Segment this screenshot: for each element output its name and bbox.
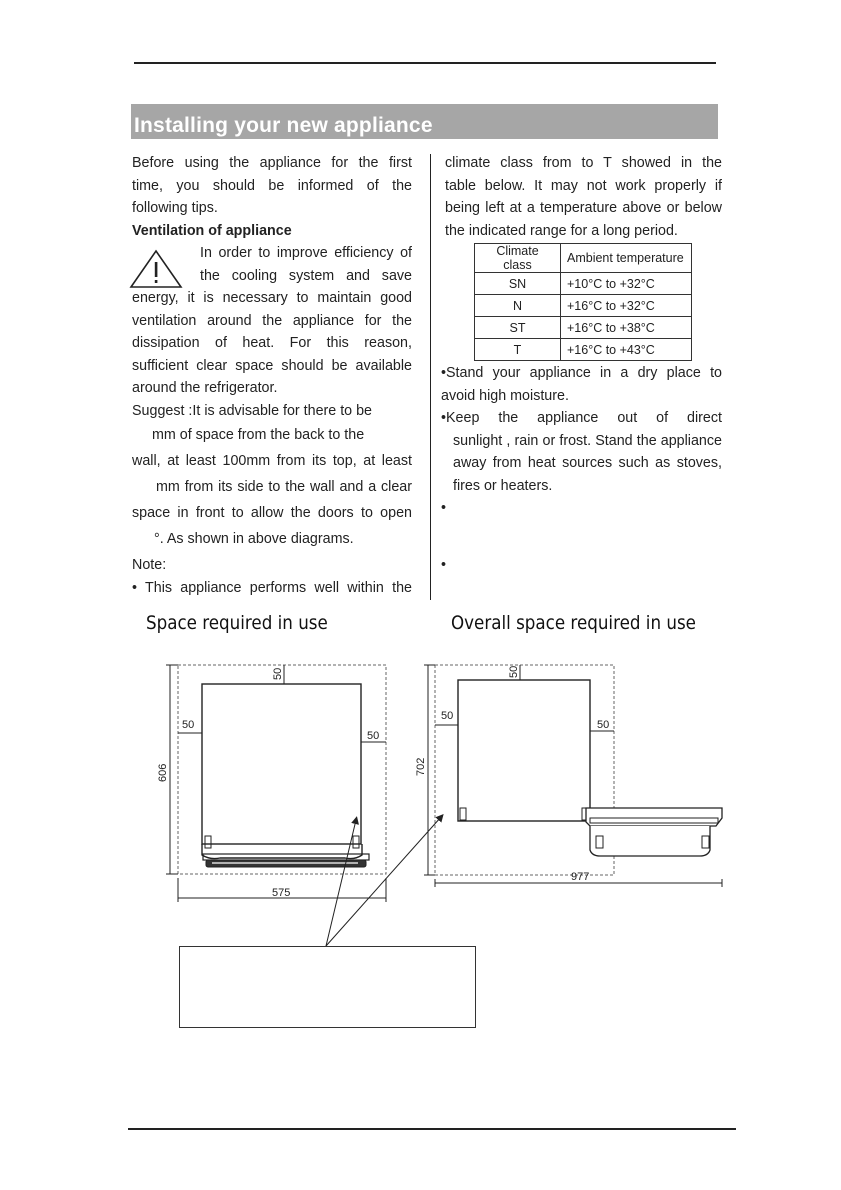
- intro-line: Before using the appliance for the first: [132, 155, 412, 171]
- suggest-line: Suggest :It is advisable for there to be: [132, 402, 373, 419]
- table-cell: +16°C to +43°C: [561, 339, 692, 361]
- ventilation-heading: Ventilation of appliance: [132, 222, 292, 239]
- suggest-line: mm from its side to the wall and a clear: [156, 479, 412, 495]
- table-cell: +16°C to +38°C: [561, 317, 692, 339]
- empty-bullet: •: [441, 500, 447, 516]
- ventilation-line: energy, it is necessary to maintain good: [132, 290, 412, 306]
- left-diagram: [157, 665, 386, 902]
- table-cell: N: [475, 295, 561, 317]
- right-top-dimension: 50: [508, 665, 520, 678]
- sun-bullet-line: sunlight , rain or frost. Stand the appliance: [453, 432, 722, 449]
- suggest-line: mm of space from the back to the: [152, 427, 365, 443]
- intro-line: following tips.: [132, 200, 218, 216]
- callout-box: [179, 946, 476, 1028]
- left-side-dimension: 50: [182, 719, 195, 731]
- suggest-line: wall, at least 100mm from its top, at least: [132, 453, 412, 469]
- right-side-dimension: 50: [367, 730, 380, 742]
- left-height-dimension: 606: [157, 763, 169, 782]
- table-header-cell: Ambient temperature: [561, 244, 692, 273]
- suggest-line: °. As shown in above diagrams.: [154, 531, 354, 547]
- table-header-cell: Climate class: [475, 244, 561, 273]
- sun-bullet-line: •Keep the appliance out of direct: [441, 410, 722, 426]
- right-left-dimension: 50: [441, 710, 454, 722]
- right-appliance-body: [458, 680, 590, 821]
- left-appliance-body: [202, 684, 361, 844]
- note-bullet: • This appliance performs well within the: [132, 579, 412, 596]
- left-top-dimension: 50: [272, 667, 284, 680]
- ventilation-line: dissipation of heat. For this reason,: [132, 335, 412, 351]
- table-cell: +10°C to +32°C: [561, 273, 692, 295]
- section-title: Installing your new appliance: [134, 114, 433, 137]
- climate-line: climate class from to T showed in the: [445, 155, 722, 171]
- left-diagram-title: Space required in use: [146, 612, 328, 634]
- climate-line: being left at a temperature above or below: [445, 200, 722, 216]
- right-height-dimension: 702: [415, 757, 427, 776]
- right-diagram: [415, 665, 722, 887]
- sun-bullet-line: away from heat sources such as stoves,: [453, 455, 722, 471]
- climate-line: table below. It may not work properly if: [445, 177, 722, 194]
- empty-bullet: •: [441, 556, 447, 573]
- ventilation-line: around the refrigerator.: [132, 380, 278, 396]
- table-cell: SN: [475, 273, 561, 295]
- right-right-dimension: 50: [597, 719, 610, 731]
- table-cell: +16°C to +32°C: [561, 295, 692, 317]
- suggest-line: space in front to allow the doors to open: [132, 505, 412, 521]
- ventilation-line: ventilation around the appliance for the: [132, 312, 412, 329]
- right-width-dimension: 977: [571, 871, 590, 883]
- table-cell: ST: [475, 317, 561, 339]
- right-diagram-title: Overall space required in use: [451, 612, 696, 634]
- dry-bullet-line: •Stand your appliance in a dry place to: [441, 365, 722, 381]
- left-width-dimension: 575: [272, 887, 291, 899]
- ventilation-line: In order to improve efficiency of: [200, 245, 412, 261]
- ventilation-line: the cooling system and save: [200, 267, 412, 284]
- note-label: Note:: [132, 557, 167, 573]
- intro-line: time, you should be informed of the: [132, 177, 412, 194]
- bottom-rule: [128, 1128, 736, 1130]
- table-cell: T: [475, 339, 561, 361]
- dry-bullet-line: avoid high moisture.: [441, 387, 569, 404]
- ventilation-line: sufficient clear space should be available: [132, 357, 412, 374]
- climate-line: the indicated range for a long period.: [445, 222, 678, 239]
- sun-bullet-line: fires or heaters.: [453, 477, 553, 494]
